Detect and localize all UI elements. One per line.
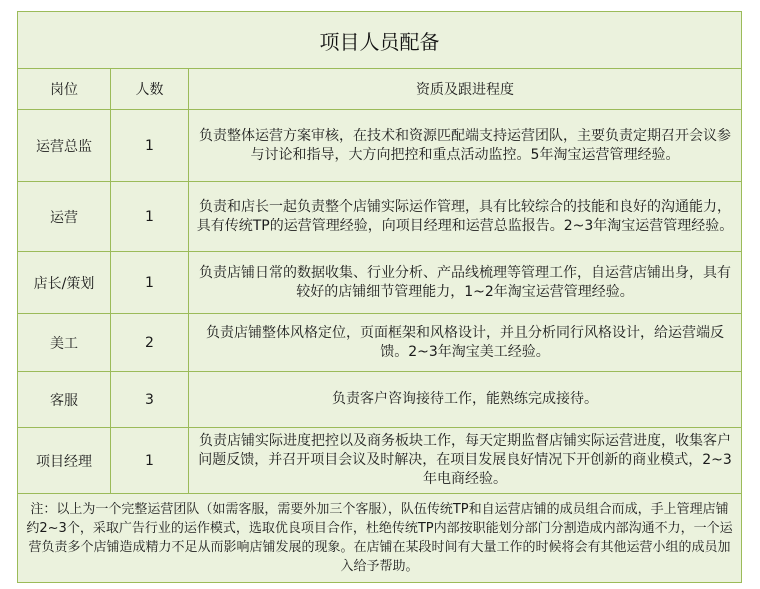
cell-description: 负责客户咨询接待工作，能熟练完成接待。 [189,372,742,428]
cell-count: 1 [111,110,189,182]
staffing-sheet [17,11,741,579]
cell-description: 负责和店长一起负责整个店铺实际运作管理，具有比较综合的技能和良好的沟通能力，具有传统TP的运营管理经验，向项目经理和运营总监报告。2~3年淘宝运营管理经验。 [189,182,742,252]
staffing-table [17,11,742,583]
cell-description: 负责店铺日常的数据收集、行业分析、产品线梳理等管理工作，自运营店铺出身，具有较好的店铺细节管理能力，1~2年淘宝运营管理经验。 [189,252,742,314]
cell-count: 3 [111,372,189,428]
cell-position: 美工 [18,314,111,372]
cell-count: 2 [111,314,189,372]
table-row [18,428,742,494]
cell-position: 项目经理 [18,428,111,494]
cell-position: 运营总监 [18,110,111,182]
header-qualification: 资质及跟进程度 [189,69,742,110]
header-position: 岗位 [18,69,111,110]
cell-count: 1 [111,252,189,314]
cell-count: 1 [111,182,189,252]
header-row [18,69,742,110]
cell-position: 运营 [18,182,111,252]
table-row [18,314,742,372]
cell-position: 店长/策划 [18,252,111,314]
cell-position: 客服 [18,372,111,428]
cell-description: 负责店铺实际进度把控以及商务板块工作，每天定期监督店铺实际运营进度，收集客户问题反馈，并召开项目会议及时解决，在项目发展良好情况下开创新的商业模式，2~3年电商经验。 [189,428,742,494]
table-row [18,252,742,314]
header-count: 人数 [111,69,189,110]
table-note: 注：以上为一个完整运营团队（如需客服，需要外加三个客服），队伍传统TP和自运营店铺的成员组合而成，手上管理店铺约2~3个，采取广告行业的运作模式，选取优良项目合作，杜绝传统TP内部按职能划分部门分割造成内部沟通不力，一个运营负责多个店铺造成精力不足从而影响店铺发展的现象。在店铺在某段时间有大量工作的时候将会有其他运营小组的成员加入给予帮助。 [18,494,742,583]
cell-description: 负责整体运营方案审核，在技术和资源匹配端支持运营团队，主要负责定期召开会议参与讨论和指导，大方向把控和重点活动监控。5年淘宝运营管理经验。 [189,110,742,182]
table-row [18,182,742,252]
table-row [18,110,742,182]
table-row [18,372,742,428]
table-title: 项目人员配备 [18,12,742,69]
cell-count: 1 [111,428,189,494]
cell-description: 负责店铺整体风格定位，页面框架和风格设计，并且分析同行风格设计，给运营端反馈。2~3年淘宝美工经验。 [189,314,742,372]
